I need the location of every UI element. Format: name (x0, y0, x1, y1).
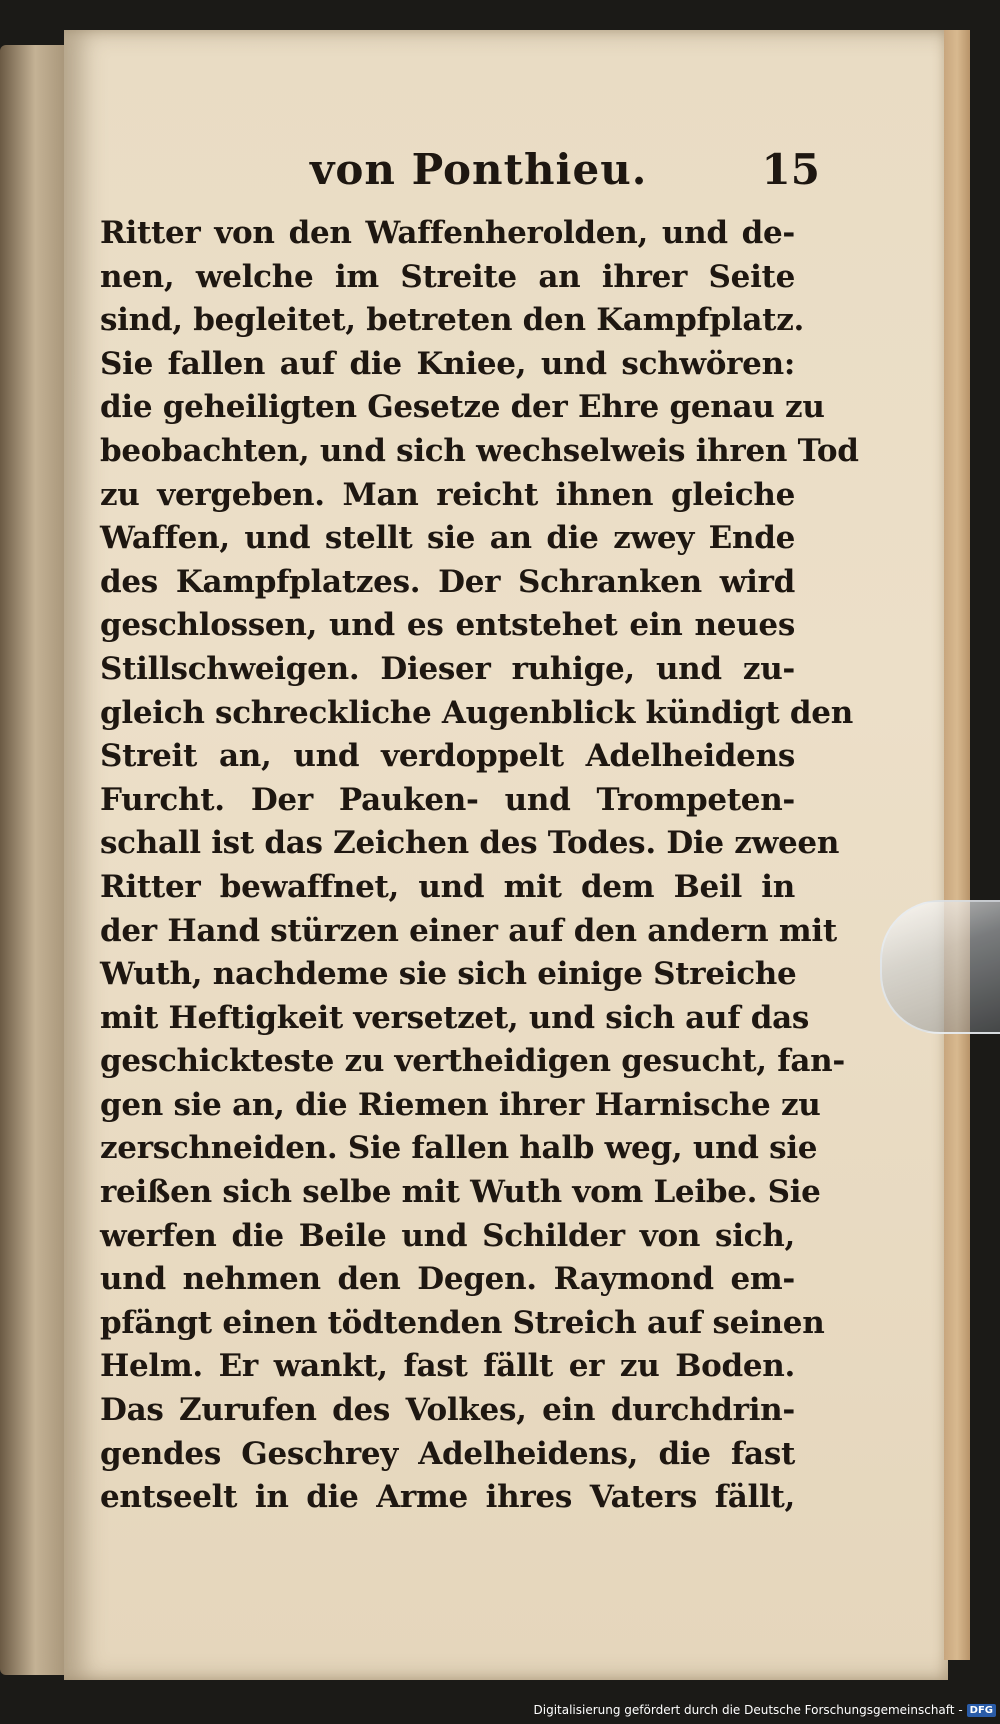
text-line: zu vergeben. Man reicht ihnen gleiche (100, 476, 795, 513)
text-line: geschlossen, und es entstehet ein neues (100, 607, 795, 644)
text-line: geschickteste zu vertheidigen gesucht, fan- (100, 1043, 845, 1080)
text-line: beobachten, und sich wechselweis ihren Tod (100, 432, 859, 469)
text-line: entseelt in die Arme ihres Vaters fällt, (100, 1479, 795, 1516)
text-line: Stillschweigen. Dieser ruhige, und zu- (100, 650, 795, 687)
text-line: nen, welche im Streite an ihrer Seite (100, 258, 795, 295)
body-text (100, 212, 859, 1520)
text-line: Ritter von den Waffenherolden, und de- (100, 215, 795, 251)
text-line: Furcht. Der Pauken- und Trompeten- (100, 781, 795, 818)
page-clip (880, 900, 1000, 1034)
footer (534, 1700, 997, 1720)
page-header (290, 145, 820, 205)
page-number: 15 (761, 145, 820, 194)
text-line: mit Heftigkeit versetzet, und sich auf das (100, 999, 810, 1036)
text-line: sind, begleitet, betreten den Kampfplatz. (100, 302, 805, 339)
text-line: Wuth, nachdeme sie sich einige Streiche (100, 956, 797, 993)
book-page-edge (944, 30, 970, 1660)
text-line: Sie fallen auf die Kniee, und schwören: (100, 345, 795, 382)
text-line: und nehmen den Degen. Raymond em- (100, 1261, 795, 1298)
text-line: pfängt einen tödtenden Streich auf seinen (100, 1304, 825, 1341)
footer-credit: Digitalisierung gefördert durch die Deutsche Forschungsgemeinschaft - (533, 1703, 963, 1717)
text-line: gen sie an, die Riemen ihrer Harnische zu (100, 1086, 821, 1123)
text-line: der Hand stürzen einer auf den andern mit (100, 912, 837, 949)
text-line: des Kampfplatzes. Der Schranken wird (100, 563, 795, 600)
text-line: schall ist das Zeichen des Todes. Die zween (100, 825, 840, 862)
text-line: zerschneiden. Sie fallen halb weg, und sie (100, 1130, 818, 1167)
dfg-logo: DFG (967, 1704, 996, 1717)
text-line: Waffen, und stellt sie an die zwey Ende (100, 520, 795, 557)
text-line: gendes Geschrey Adelheidens, die fast (100, 1435, 795, 1472)
text-line: reißen sich selbe mit Wuth vom Leibe. Sie (100, 1174, 821, 1211)
text-line: die geheiligten Gesetze der Ehre genau zu (100, 389, 825, 426)
running-head: von Ponthieu. (310, 145, 648, 194)
text-line: Ritter bewaffnet, und mit dem Beil in (100, 868, 795, 905)
text-line: Das Zurufen des Volkes, ein durchdrin- (100, 1392, 795, 1429)
text-line: Helm. Er wankt, fast fällt er zu Boden. (100, 1348, 795, 1385)
text-line: werfen die Beile und Schilder von sich, (100, 1217, 795, 1254)
text-line: Streit an, und verdoppelt Adelheidens (100, 738, 795, 775)
text-line: gleich schreckliche Augenblick kündigt den (100, 694, 853, 731)
